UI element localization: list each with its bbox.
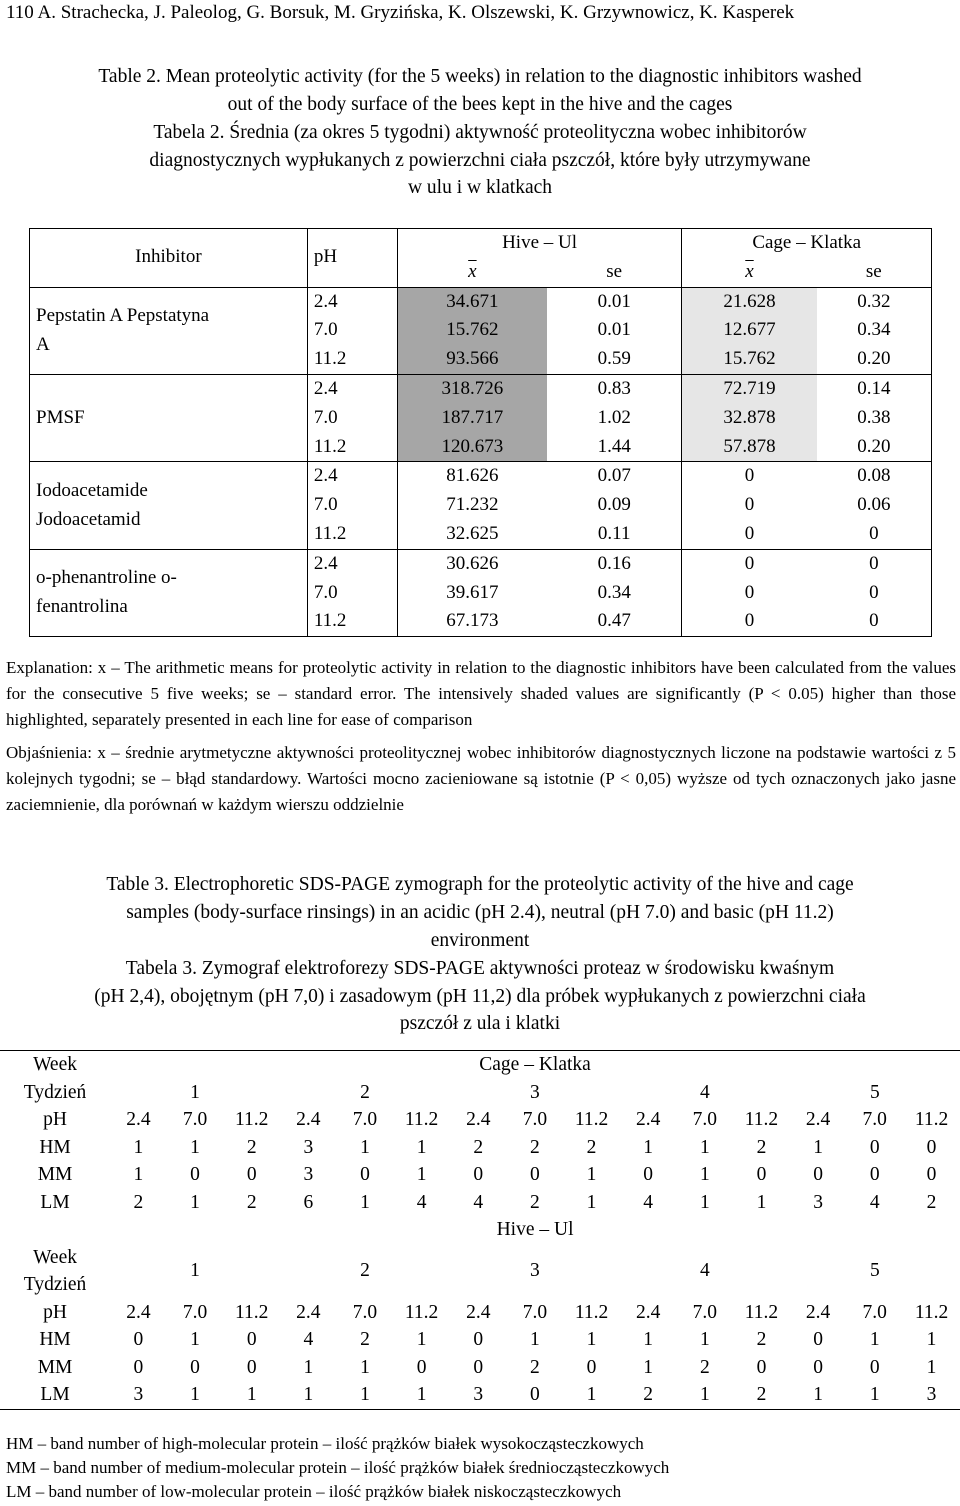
hive-se-cell: 0.83 bbox=[597, 377, 631, 399]
cage-title: Cage – Klatka bbox=[110, 1051, 960, 1079]
cage-ph-cell: 11.2 bbox=[234, 1109, 269, 1130]
hive-se-cell: 0.01 bbox=[597, 290, 631, 312]
hive-ph-cell: 11.2 bbox=[234, 1301, 269, 1323]
hive-lm-cell: 2 bbox=[620, 1381, 677, 1409]
cage-ph-cell: 7.0 bbox=[182, 1109, 208, 1130]
cage-hm-cell: 1 bbox=[699, 1136, 710, 1158]
cage-mean-cell: 32.878 bbox=[682, 404, 817, 433]
label-tydzien: Tydzień bbox=[23, 1081, 87, 1103]
cage-ph-cell: 11.2 bbox=[914, 1109, 949, 1130]
cage-se-cell: 0.20 bbox=[817, 345, 932, 374]
cage-ph-cell: 7.0 bbox=[862, 1109, 887, 1130]
inhibitor-name: Iodoacetamide Jodoacetamid bbox=[30, 462, 308, 549]
ph-cell: 2.4 bbox=[307, 374, 397, 403]
label-hm: HM bbox=[39, 1329, 71, 1350]
cage-mean-cell: 0 bbox=[682, 607, 817, 636]
hive-lm-cell: 3 bbox=[450, 1381, 507, 1409]
week-number: 5 bbox=[870, 1081, 880, 1103]
ph-cell: 2.4 bbox=[307, 462, 397, 491]
ph-cell: 11.2 bbox=[307, 433, 397, 462]
hive-lm-cell: 1 bbox=[280, 1381, 337, 1409]
cage-lm-cell: 1 bbox=[699, 1191, 710, 1213]
cage-mm-cell: 0 bbox=[190, 1164, 200, 1185]
inhibitor-name: o-phenantroline o-fenantrolina bbox=[30, 549, 308, 636]
label-hm: HM bbox=[39, 1136, 71, 1158]
label-week-tydzien bbox=[0, 1244, 110, 1299]
table2-row bbox=[30, 287, 932, 316]
hive-ph-cell: 7.0 bbox=[692, 1301, 717, 1323]
cage-mm-cell: 0 bbox=[473, 1164, 484, 1185]
hive-mm-cell: 1 bbox=[360, 1356, 370, 1378]
cage-ph-cell: 7.0 bbox=[692, 1109, 717, 1130]
cage-lm-cell: 2 bbox=[926, 1191, 937, 1213]
cage-mm-cell: 1 bbox=[699, 1164, 710, 1185]
cage-se-cell: 0 bbox=[817, 549, 932, 578]
ph-cell: 2.4 bbox=[307, 287, 397, 316]
hive-mean-cell: 93.566 bbox=[397, 345, 547, 374]
table3-row bbox=[0, 1354, 960, 1382]
table2-caption-pl-2: diagnostycznych wypłukanych z powierzchni ciała pszczół, które były utrzymywane bbox=[149, 150, 811, 171]
cage-hm-cell: 2 bbox=[246, 1136, 257, 1158]
week-number: 3 bbox=[530, 1081, 540, 1103]
cage-mean-cell: 21.628 bbox=[682, 287, 817, 316]
hive-hm-cell: 2 bbox=[360, 1329, 370, 1350]
cage-lm-cell: 1 bbox=[190, 1191, 200, 1213]
hive-se-cell: 0.16 bbox=[597, 552, 631, 574]
cage-mean-cell: 57.878 bbox=[682, 433, 817, 462]
cage-se-cell: 0.32 bbox=[817, 287, 932, 316]
hive-mm-cell: 0 bbox=[133, 1356, 144, 1378]
cage-hm-cell: 1 bbox=[643, 1136, 654, 1158]
ph-cell: 7.0 bbox=[307, 579, 397, 608]
table2-explanation-en: Explanation: x – The arithmetic means for proteolytic activity in relation to the diagnostic inhibitors have been calculated from the values for the consecutive 5 five weeks; se – standard error. The intensively shaded values are significantly (P < 0.05) higher than those highlighted, separately presented in each line for ease of comparison bbox=[6, 658, 956, 729]
hive-mm-cell: 1 bbox=[926, 1356, 937, 1378]
cage-lm-cell: 2 bbox=[133, 1191, 144, 1213]
cage-ph-cell: 2.4 bbox=[126, 1109, 151, 1130]
hive-ph-cell: 2.4 bbox=[635, 1301, 661, 1323]
hive-mm-cell: 1 bbox=[303, 1356, 314, 1378]
label-week: Week bbox=[0, 1051, 110, 1079]
hive-se-cell: 0.07 bbox=[597, 465, 631, 487]
hive-mm-cell: 0 bbox=[756, 1356, 767, 1378]
cage-hm-cell: 1 bbox=[813, 1136, 823, 1158]
cage-mm-cell: 0 bbox=[246, 1164, 257, 1185]
ph-cell: 11.2 bbox=[307, 520, 397, 549]
cage-ph-cell: 7.0 bbox=[522, 1109, 548, 1130]
cage-se-cell: 0 bbox=[817, 607, 932, 636]
table2-caption-pl-1: Tabela 2. Średnia (za okres 5 tygodni) aktywność proteolityczna wobec inhibitorów bbox=[153, 122, 807, 143]
cage-lm-cell: 6 bbox=[303, 1191, 314, 1213]
cage-mm-cell: 0 bbox=[926, 1164, 937, 1185]
cage-ph-cell: 7.0 bbox=[352, 1109, 378, 1130]
table3-caption-pl-3: pszczół z ula i klatki bbox=[399, 1013, 561, 1034]
table3 bbox=[0, 1050, 960, 1410]
cage-mean-cell: 0 bbox=[682, 579, 817, 608]
inhibitor-name: PMSF bbox=[30, 374, 308, 461]
week-number: 5 bbox=[870, 1260, 880, 1282]
hive-hm-cell: 1 bbox=[643, 1329, 654, 1350]
cage-lm-cell: 2 bbox=[530, 1191, 540, 1213]
table3-row bbox=[0, 1134, 960, 1162]
hive-mean-cell: 120.673 bbox=[397, 433, 547, 462]
cage-lm-cell: 4 bbox=[869, 1191, 880, 1213]
cage-hm-cell: 3 bbox=[303, 1136, 314, 1158]
hive-ph-cell: 11.2 bbox=[914, 1301, 949, 1323]
hive-ph-cell: 7.0 bbox=[352, 1301, 378, 1323]
table3-caption-pl-2: (pH 2,4), obojętnym (pH 7,0) i zasadowym (pH 11,2) dla próbek wypłukanych z powierzchni ciała bbox=[94, 986, 866, 1007]
hive-ph-cell: 2.4 bbox=[466, 1301, 491, 1323]
week-number: 2 bbox=[360, 1081, 370, 1103]
cage-mean-cell: 0 bbox=[682, 549, 817, 578]
label-ph: pH bbox=[43, 1109, 67, 1130]
hive-hm-cell: 4 bbox=[303, 1329, 314, 1350]
header-ph: pH bbox=[307, 229, 397, 288]
hive-hm-cell: 2 bbox=[756, 1329, 767, 1350]
cage-mean-cell: 0 bbox=[682, 520, 817, 549]
week-number: 2 bbox=[360, 1260, 370, 1282]
hive-mean-cell: 187.717 bbox=[397, 404, 547, 433]
hive-hm-cell: 1 bbox=[699, 1329, 710, 1350]
label-mm: MM bbox=[37, 1164, 73, 1185]
cage-mean-cell: 72.719 bbox=[682, 374, 817, 403]
hive-lm-cell: 1 bbox=[223, 1381, 280, 1409]
cage-mm-cell: 0 bbox=[530, 1164, 540, 1185]
table3-row bbox=[0, 1381, 960, 1409]
cage-se-cell: 0.20 bbox=[817, 433, 932, 462]
table3-row bbox=[0, 1326, 960, 1354]
hive-mean-cell: 15.762 bbox=[397, 316, 547, 345]
hive-mean-cell: 34.671 bbox=[397, 287, 547, 316]
cage-ph-cell: 2.4 bbox=[635, 1109, 661, 1130]
hive-mean-cell: 39.617 bbox=[397, 579, 547, 608]
table3-caption-en-3: environment bbox=[430, 930, 530, 951]
hive-hm-cell: 0 bbox=[813, 1329, 823, 1350]
hive-lm-cell: 1 bbox=[167, 1381, 224, 1409]
ph-cell: 7.0 bbox=[307, 316, 397, 345]
ph-cell: 7.0 bbox=[307, 404, 397, 433]
week-number: 1 bbox=[190, 1260, 200, 1282]
hive-se-cell: 1.44 bbox=[547, 433, 682, 462]
hive-ph-cell: 2.4 bbox=[296, 1301, 321, 1323]
cage-ph-cell: 2.4 bbox=[805, 1109, 831, 1130]
hive-ph-cell: 2.4 bbox=[805, 1301, 831, 1323]
table3-row bbox=[0, 1161, 960, 1189]
table3-row bbox=[0, 1189, 960, 1217]
hive-lm-cell: 3 bbox=[110, 1381, 167, 1409]
hive-lm-cell: 1 bbox=[677, 1381, 734, 1409]
cage-mean-cell: 0 bbox=[682, 491, 817, 520]
hive-mm-cell: 0 bbox=[586, 1356, 597, 1378]
hive-lm-cell: 1 bbox=[790, 1381, 847, 1409]
hive-lm-cell: 0 bbox=[507, 1381, 564, 1409]
hive-lm-cell: 1 bbox=[393, 1381, 450, 1409]
hive-title: Hive – Ul bbox=[496, 1219, 574, 1240]
label-mm: MM bbox=[37, 1356, 73, 1378]
cage-se-cell: 0.06 bbox=[817, 491, 932, 520]
cage-mm-cell: 1 bbox=[133, 1164, 144, 1185]
header-hive: Hive – Ul bbox=[397, 229, 682, 258]
cage-se-cell: 0.14 bbox=[817, 374, 932, 403]
hive-ph-cell: 11.2 bbox=[744, 1301, 779, 1323]
table3-caption-en-1: Table 3. Electrophoretic SDS-PAGE zymograph for the proteolytic activity of the hive and cage bbox=[106, 874, 854, 895]
table2-row bbox=[30, 374, 932, 403]
hive-se-cell: 0.47 bbox=[547, 607, 682, 636]
label-lm: LM bbox=[0, 1381, 110, 1409]
table2-caption-pl-3: w ulu i w klatkach bbox=[407, 177, 553, 198]
hive-mm-cell: 0 bbox=[813, 1356, 823, 1378]
cage-lm-cell: 4 bbox=[473, 1191, 484, 1213]
hive-hm-cell: 0 bbox=[246, 1329, 257, 1350]
cage-hm-cell: 2 bbox=[530, 1136, 540, 1158]
header-hive-mean: $\overline{x}$ bbox=[397, 258, 547, 287]
cage-se-cell: 0.34 bbox=[817, 316, 932, 345]
hive-hm-cell: 0 bbox=[473, 1329, 484, 1350]
ph-cell: 2.4 bbox=[307, 549, 397, 578]
hive-lm-cell: 3 bbox=[903, 1381, 960, 1409]
cage-mm-cell: 0 bbox=[869, 1164, 880, 1185]
hive-se-cell: 0.59 bbox=[547, 345, 682, 374]
week-number: 3 bbox=[530, 1260, 540, 1282]
cage-ph-cell: 2.4 bbox=[466, 1109, 491, 1130]
cage-lm-cell: 2 bbox=[246, 1191, 257, 1213]
hive-ph-cell: 7.0 bbox=[862, 1301, 887, 1323]
cage-lm-cell: 1 bbox=[586, 1191, 597, 1213]
hive-mean-cell: 30.626 bbox=[397, 549, 547, 578]
hive-hm-cell: 1 bbox=[869, 1329, 880, 1350]
cage-mean-cell: 15.762 bbox=[682, 345, 817, 374]
cage-hm-cell: 2 bbox=[586, 1136, 597, 1158]
cage-lm-cell: 1 bbox=[360, 1191, 370, 1213]
header-hive-se: se bbox=[547, 258, 682, 287]
cage-ph-cell: 11.2 bbox=[574, 1109, 609, 1130]
hive-lm-cell: 1 bbox=[563, 1381, 620, 1409]
hive-mm-cell: 0 bbox=[190, 1356, 200, 1378]
footnote-mm: MM – band number of medium-molecular protein – ilość prążków białek średniocząsteczkowych bbox=[6, 1458, 670, 1477]
cage-hm-cell: 0 bbox=[869, 1136, 880, 1158]
hive-mean-cell: 67.173 bbox=[397, 607, 547, 636]
hive-se-cell: 0.11 bbox=[547, 520, 682, 549]
hive-ph-cell: 2.4 bbox=[126, 1301, 151, 1323]
cage-ph-cell: 2.4 bbox=[296, 1109, 321, 1130]
cage-hm-cell: 0 bbox=[926, 1136, 937, 1158]
running-head: 110 A. Strachecka, J. Paleolog, G. Borsuk, M. Gryzińska, K. Olszewski, K. Grzywnowicz, K. Kasperek bbox=[6, 2, 795, 23]
hive-hm-cell: 0 bbox=[133, 1329, 144, 1350]
table2-caption-en-2: out of the body surface of the bees kept in the hive and the cages bbox=[227, 94, 733, 115]
table3-row bbox=[0, 1299, 960, 1327]
cage-hm-cell: 2 bbox=[473, 1136, 484, 1158]
hive-hm-cell: 1 bbox=[416, 1329, 427, 1350]
label-week-tydzien-line: Tydzień bbox=[23, 1274, 87, 1295]
cage-mm-cell: 1 bbox=[586, 1164, 597, 1185]
cage-hm-cell: 1 bbox=[133, 1136, 144, 1158]
hive-lm-cell: 1 bbox=[337, 1381, 394, 1409]
table2-row bbox=[30, 462, 932, 491]
label-lm: LM bbox=[40, 1191, 70, 1213]
hive-hm-cell: 1 bbox=[190, 1329, 200, 1350]
header-cage-mean: $\overline{x}$ bbox=[682, 258, 817, 287]
label-ph: pH bbox=[43, 1301, 67, 1323]
week-number: 1 bbox=[190, 1081, 200, 1103]
hive-ph-cell: 11.2 bbox=[574, 1301, 609, 1323]
hive-hm-cell: 1 bbox=[926, 1329, 937, 1350]
hive-se-cell: 0.34 bbox=[597, 581, 631, 603]
hive-ph-cell: 11.2 bbox=[404, 1301, 439, 1323]
hive-se-cell: 0.01 bbox=[597, 319, 631, 341]
header-cage-se: se bbox=[817, 258, 932, 287]
footnote-hm: HM – band number of high-molecular protein – ilość prążków białek wysokocząsteczkowych bbox=[6, 1434, 644, 1453]
cage-lm-cell: 4 bbox=[416, 1191, 427, 1213]
cage-hm-cell: 1 bbox=[416, 1136, 427, 1158]
hive-mm-cell: 0 bbox=[246, 1356, 257, 1378]
table3-caption-en-2: samples (body-surface rinsings) in an acidic (pH 2.4), neutral (pH 7.0) and basic (pH 11.2) bbox=[126, 902, 834, 923]
hive-mean-cell: 32.625 bbox=[397, 520, 547, 549]
cage-se-cell: 0.38 bbox=[817, 404, 932, 433]
cage-mm-cell: 3 bbox=[303, 1164, 314, 1185]
week-number: 4 bbox=[699, 1081, 710, 1103]
table3-row bbox=[0, 1106, 960, 1134]
ph-cell: 7.0 bbox=[307, 491, 397, 520]
hive-lm-cell: 2 bbox=[733, 1381, 790, 1409]
cage-mean-cell: 12.677 bbox=[682, 316, 817, 345]
label-week-tydzien-line: Week bbox=[33, 1246, 77, 1268]
cage-mm-cell: 0 bbox=[813, 1164, 823, 1185]
header-cage: Cage – Klatka bbox=[682, 229, 932, 258]
cage-lm-cell: 1 bbox=[756, 1191, 767, 1213]
cage-se-cell: 0.08 bbox=[817, 462, 932, 491]
hive-lm-cell: 1 bbox=[846, 1381, 903, 1409]
cage-mm-cell: 0 bbox=[643, 1164, 654, 1185]
header-inhibitor: Inhibitor bbox=[30, 229, 308, 288]
cage-mm-cell: 0 bbox=[360, 1164, 370, 1185]
cage-se-cell: 0 bbox=[817, 579, 932, 608]
cage-lm-cell: 3 bbox=[813, 1191, 823, 1213]
table3-caption-pl-1: Tabela 3. Zymograf elektroforezy SDS-PAGE aktywności proteaz w środowisku kwaśnym bbox=[125, 958, 835, 979]
label-empty bbox=[0, 1216, 110, 1244]
hive-hm-cell: 1 bbox=[586, 1329, 597, 1350]
cage-se-cell: 0 bbox=[817, 520, 932, 549]
hive-mean-cell: 81.626 bbox=[397, 462, 547, 491]
cage-hm-cell: 1 bbox=[190, 1136, 200, 1158]
ph-cell: 11.2 bbox=[307, 345, 397, 374]
inhibitor-name: Pepstatin A Pepstatyna A bbox=[30, 287, 308, 374]
cage-mean-cell: 0 bbox=[682, 462, 817, 491]
cage-ph-cell: 11.2 bbox=[404, 1109, 439, 1130]
hive-mm-cell: 0 bbox=[473, 1356, 484, 1378]
cage-mm-cell: 0 bbox=[756, 1164, 767, 1185]
cage-hm-cell: 1 bbox=[360, 1136, 370, 1158]
hive-hm-cell: 1 bbox=[530, 1329, 540, 1350]
hive-se-cell: 1.02 bbox=[597, 406, 631, 428]
table2-explanation-pl: Objaśnienia: x – średnie arytmetyczne aktywności proteolitycznej wobec inhibitorów diagnostycznych liczone na podstawie wartości z 5 kolejnych tygodni; se – błąd standardowy. Wartości mocno zacieniowane są istotnie (P < 0,05) wyższe od tych oznaczonych jako jasne zaciemnienie, dla porównań w każdym wierszu oddzielnie bbox=[6, 743, 956, 814]
table2-row bbox=[30, 549, 932, 578]
hive-mean-cell: 318.726 bbox=[397, 374, 547, 403]
hive-mean-cell: 71.232 bbox=[397, 491, 547, 520]
week-number: 4 bbox=[699, 1260, 710, 1282]
cage-lm-cell: 4 bbox=[643, 1191, 654, 1213]
cage-hm-cell: 2 bbox=[756, 1136, 767, 1158]
hive-mm-cell: 2 bbox=[530, 1356, 540, 1378]
table2-caption-en-1: Table 2. Mean proteolytic activity (for the 5 weeks) in relation to the diagnostic inhibitors washed bbox=[98, 66, 862, 87]
hive-mm-cell: 0 bbox=[869, 1356, 880, 1378]
footnote-lm: LM – band number of low-molecular protein – ilość prążków białek niskocząsteczkowych bbox=[6, 1482, 622, 1501]
ph-cell: 11.2 bbox=[307, 607, 397, 636]
hive-se-cell: 0.09 bbox=[597, 494, 631, 516]
hive-mm-cell: 2 bbox=[699, 1356, 710, 1378]
hive-ph-cell: 7.0 bbox=[182, 1301, 208, 1323]
hive-mm-cell: 0 bbox=[416, 1356, 427, 1378]
table2 bbox=[29, 228, 932, 637]
hive-mm-cell: 1 bbox=[643, 1356, 654, 1378]
cage-ph-cell: 11.2 bbox=[744, 1109, 779, 1130]
cage-mm-cell: 1 bbox=[416, 1164, 427, 1185]
hive-ph-cell: 7.0 bbox=[522, 1301, 548, 1323]
